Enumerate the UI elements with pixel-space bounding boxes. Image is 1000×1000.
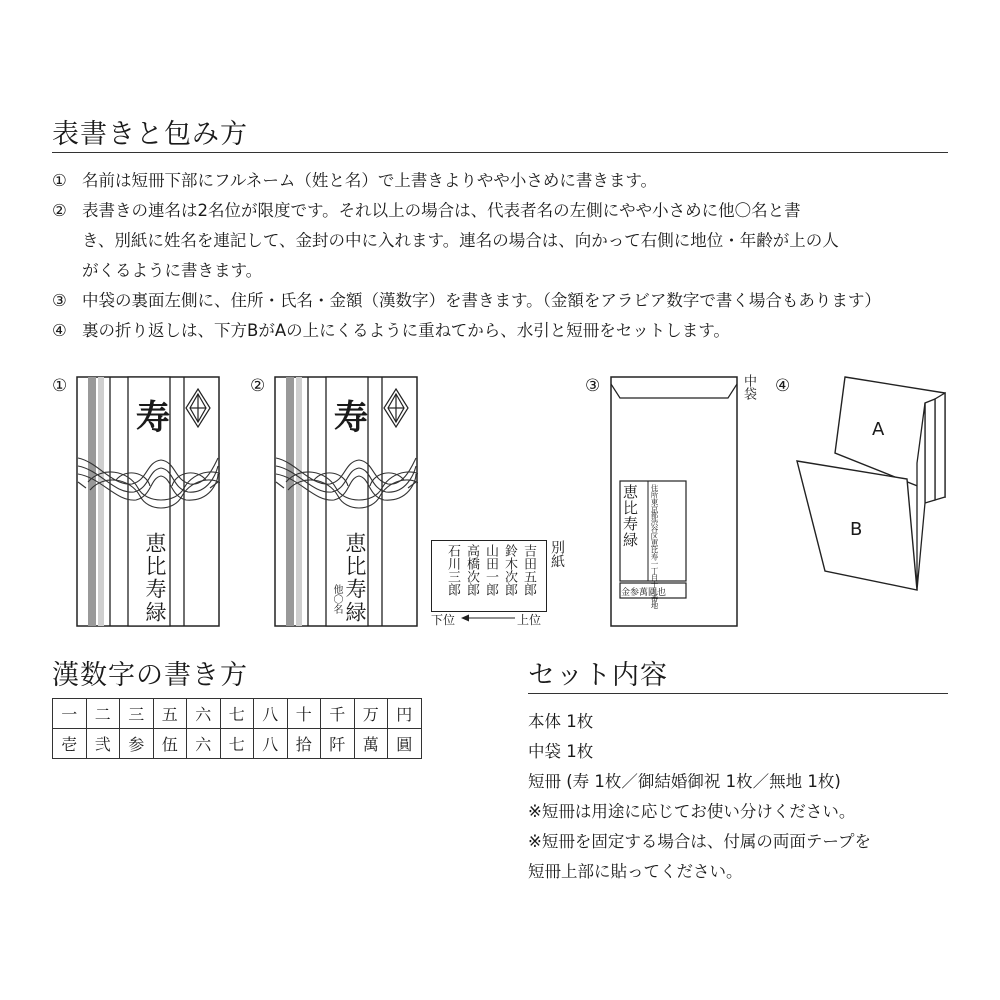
kanji-cell: 二 bbox=[86, 699, 120, 729]
instruction-text: 中袋の裏面左側に、住所・氏名・金額（漢数字）を書きます。（金額をアラビア数字で書く場合もあります） bbox=[82, 291, 881, 310]
bessi-sheet bbox=[431, 540, 547, 612]
set-line: 中袋 1枚 bbox=[528, 742, 594, 761]
bessi-name: 高橋次郎 bbox=[464, 544, 479, 596]
inner-envelope-amount: 金参萬圓也 bbox=[621, 588, 667, 598]
kanji-cell: 阡 bbox=[321, 729, 355, 759]
kanji-cell: 萬 bbox=[354, 729, 388, 759]
instruction-4 bbox=[52, 316, 952, 346]
kanji-cell: 七 bbox=[220, 699, 254, 729]
set-line: 本体 1枚 bbox=[528, 712, 594, 731]
kanji-cell: 一 bbox=[53, 699, 87, 729]
kanji-numeral-table bbox=[52, 698, 422, 759]
flap-b-label: B bbox=[850, 519, 863, 540]
set-line: 短冊上部に貼ってください。 bbox=[528, 862, 743, 881]
folding-diagram bbox=[795, 375, 955, 597]
instruction-number: ① bbox=[52, 171, 67, 190]
inner-envelope-name: 恵比寿緑 bbox=[621, 484, 639, 548]
figure-1-number: ① bbox=[52, 376, 68, 396]
kanji-cell: 六 bbox=[187, 699, 221, 729]
bessi-name: 鈴木次郎 bbox=[502, 544, 517, 596]
instruction-text: 名前は短冊下部にフルネーム（姓と名）で上書きよりやや小さめに書きます。 bbox=[82, 171, 658, 190]
kanji-row-standard bbox=[53, 699, 422, 729]
lower-rank-label: 下位 bbox=[431, 613, 456, 627]
kanji-cell: 十 bbox=[287, 699, 321, 729]
instruction-number: ② bbox=[52, 201, 67, 220]
instruction-text: がくるように書きます。 bbox=[82, 261, 263, 280]
upper-rank-label: 上位 bbox=[517, 613, 542, 627]
instruction-text: き、別紙に姓名を連記して、金封の中に入れます。連名の場合は、向かって右側に地位・年齢が上の人 bbox=[82, 231, 839, 250]
set-title-rule bbox=[528, 693, 948, 694]
kanji-cell: 三 bbox=[120, 699, 154, 729]
section-title-omotegaki: 表書きと包み方 bbox=[52, 119, 248, 150]
kanji-cell: 八 bbox=[254, 729, 288, 759]
set-contents-list bbox=[528, 707, 871, 887]
inner-envelope-address: 住所東京都渋谷区恵比寿一丁目十九番地 bbox=[650, 484, 659, 609]
kanji-cell: 圓 bbox=[388, 729, 422, 759]
figure-3-number: ③ bbox=[585, 376, 601, 396]
kanji-cell: 万 bbox=[354, 699, 388, 729]
rank-arrow bbox=[461, 611, 517, 625]
instruction-2 bbox=[52, 196, 952, 226]
kanji-cell: 円 bbox=[388, 699, 422, 729]
bessi-label: 別紙 bbox=[549, 540, 565, 568]
set-line: ※短冊は用途に応じてお使い分けください。 bbox=[528, 802, 856, 821]
kanji-cell: 六 bbox=[187, 729, 221, 759]
kotobuki-character: 寿 bbox=[136, 398, 170, 438]
kanji-cell: 八 bbox=[254, 699, 288, 729]
instruction-list bbox=[52, 166, 952, 346]
inner-envelope-label: 中袋 bbox=[741, 374, 756, 400]
kanji-cell: 千 bbox=[321, 699, 355, 729]
bessi-name: 石川三郎 bbox=[445, 544, 460, 596]
name-on-tanzaku: 恵比寿緑 bbox=[143, 532, 167, 624]
kanji-cell: 壱 bbox=[53, 729, 87, 759]
instruction-number: ④ bbox=[52, 321, 67, 340]
instruction-text: 表書きの連名は2名位が限度です。それ以上の場合は、代表者名の左側にやや小さめに他〇名と書 bbox=[82, 201, 801, 220]
kanji-cell: 拾 bbox=[287, 729, 321, 759]
instruction-1 bbox=[52, 166, 952, 196]
kanji-cell: 参 bbox=[120, 729, 154, 759]
instruction-text: 裏の折り返しは、下方BがAの上にくるように重ねてから、水引と短冊をセットします。 bbox=[82, 321, 730, 340]
set-line: 短冊 (寿 1枚／御結婚御祝 1枚／無地 1枚) bbox=[528, 772, 841, 791]
section-title-set: セット内容 bbox=[528, 660, 668, 691]
title-rule bbox=[52, 152, 948, 153]
figure-4-number: ④ bbox=[775, 376, 791, 396]
kanji-cell: 伍 bbox=[153, 729, 187, 759]
kanji-row-formal bbox=[53, 729, 422, 759]
other-count-note: 他〇名 bbox=[331, 584, 342, 614]
kanji-cell: 弐 bbox=[86, 729, 120, 759]
set-line: ※短冊を固定する場合は、付属の両面テープを bbox=[528, 832, 872, 851]
bessi-name: 山田一郎 bbox=[483, 544, 498, 596]
flap-a-label: A bbox=[872, 419, 885, 440]
name-on-tanzaku: 恵比寿緑 bbox=[343, 532, 367, 624]
kanji-cell: 七 bbox=[220, 729, 254, 759]
bessi-name: 吉田五郎 bbox=[521, 544, 536, 596]
figure-2-number: ② bbox=[250, 376, 266, 396]
kotobuki-character: 寿 bbox=[334, 398, 368, 438]
instruction-3 bbox=[52, 286, 952, 316]
instruction-number: ③ bbox=[52, 291, 67, 310]
section-title-kanji: 漢数字の書き方 bbox=[52, 660, 248, 691]
kanji-cell: 五 bbox=[153, 699, 187, 729]
